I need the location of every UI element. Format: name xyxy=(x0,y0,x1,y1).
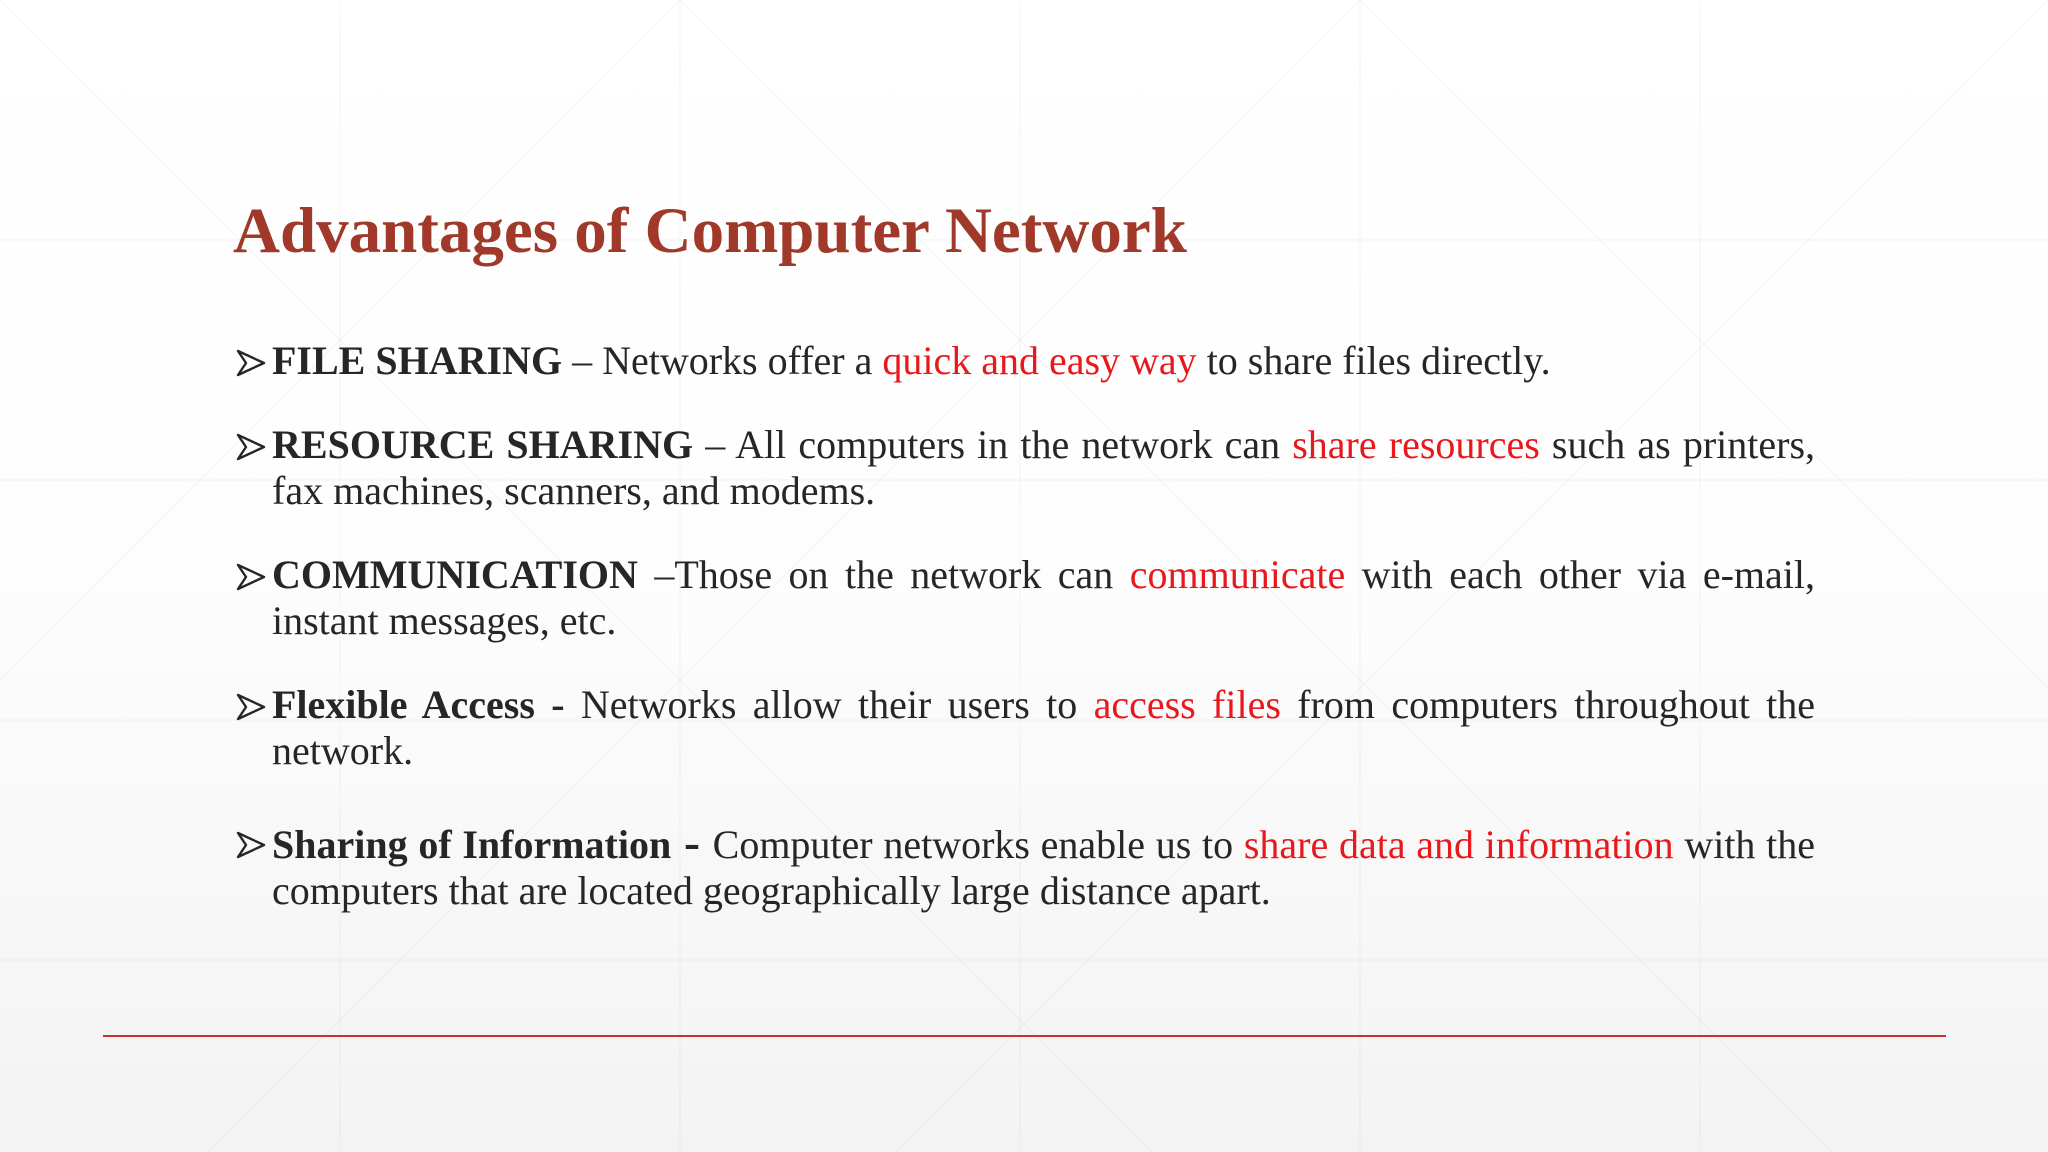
bullet-list xyxy=(233,338,1815,914)
bullet-separator: – xyxy=(637,552,675,597)
bullet-highlight: share data and information xyxy=(1243,822,1674,867)
bullet-text-end: with the computers that are located geographically large distance apart. xyxy=(272,822,1816,913)
bullet-highlight: quick and easy way xyxy=(882,338,1197,383)
bullet-highlight: communicate xyxy=(1129,552,1346,597)
bullet-item-file-sharing xyxy=(233,338,1815,384)
bullet-highlight: access files xyxy=(1093,682,1281,727)
bullet-separator: – xyxy=(562,338,603,383)
bullet-item-resource-sharing xyxy=(233,422,1815,514)
bullet-term: Sharing of Information xyxy=(272,822,672,867)
footer-divider xyxy=(103,1035,1946,1037)
arrow-bullet-icon xyxy=(233,422,269,468)
arrow-bullet-icon xyxy=(233,552,269,598)
bullet-text: All computers in the network can xyxy=(735,422,1293,467)
bullet-term: COMMUNICATION xyxy=(272,552,638,597)
arrow-bullet-icon xyxy=(233,820,269,866)
bullet-highlight: share resources xyxy=(1292,422,1540,467)
bullet-term: RESOURCE SHARING xyxy=(272,422,694,467)
bullet-item-sharing-of-information xyxy=(233,816,1816,914)
bullet-separator xyxy=(565,682,581,727)
bullet-text: Those on the network can xyxy=(674,552,1130,597)
bullet-text: Networks offer a xyxy=(602,338,883,383)
bullet-term: Flexible Access - xyxy=(272,682,565,727)
bullet-item-flexible-access xyxy=(233,682,1815,774)
bullet-separator: – xyxy=(693,422,736,467)
bullet-separator: - xyxy=(671,816,713,869)
bullet-text-end: with each other via e-mail, instant messages, etc. xyxy=(272,552,1815,643)
bullet-text-end: such as printers, fax machines, scanners, and modems. xyxy=(272,422,1816,513)
bullet-text-end: to share files directly. xyxy=(1196,338,1551,383)
bullet-term: FILE SHARING xyxy=(272,338,563,383)
bullet-item-communication xyxy=(233,552,1815,644)
bullet-text: Computer networks enable us to xyxy=(712,822,1244,867)
arrow-bullet-icon xyxy=(233,682,269,728)
bullet-text: Networks allow their users to xyxy=(580,682,1094,727)
arrow-bullet-icon xyxy=(233,338,269,384)
bullet-text-end: from computers throughout the network. xyxy=(272,682,1816,773)
slide-title: Advantages of Computer Network xyxy=(233,195,1187,267)
